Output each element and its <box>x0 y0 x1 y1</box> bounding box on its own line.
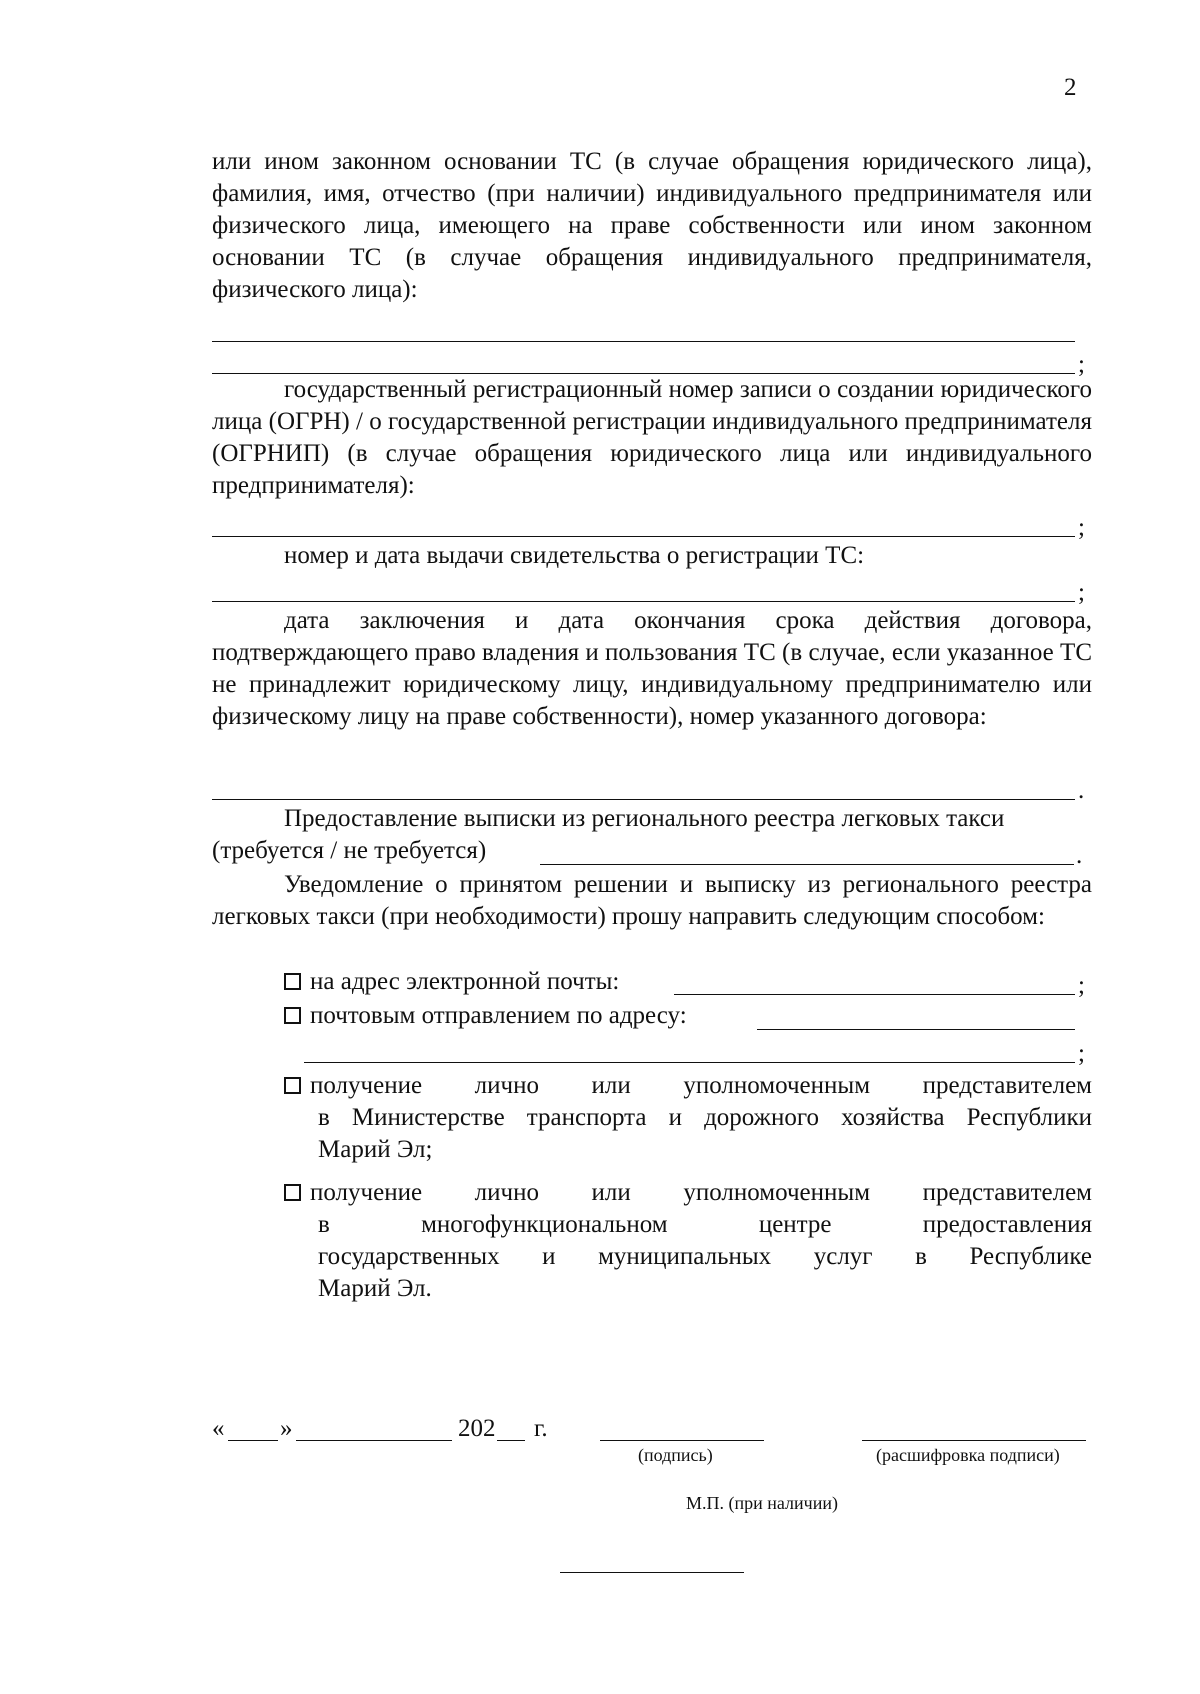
decryption-line[interactable] <box>862 1440 1086 1441</box>
owner-end-punct: ; <box>1078 351 1085 378</box>
signature-caption: (подпись) <box>638 1445 713 1465</box>
option-mfc-line-3: государственных и муниципальных услуг в Республике <box>318 1243 1092 1270</box>
option-ministry-line-2: в Министерстве транспорта и дорожного хозяйства Республики <box>318 1104 1092 1131</box>
option-mfc-line-2: в многофункциональном центре предоставления <box>318 1211 1092 1238</box>
owner-fill-line-1[interactable] <box>212 341 1075 342</box>
ogrn-paragraph: государственный регистрационный номер записи о создании юридического лица (ОГРН) / о государственной регистрации индивидуального предпринимателя (ОГРНИП) (в случае обращения юридического лица или индивидуального предпринимателя): <box>212 376 1092 499</box>
seal-note: М.П. (при наличии) <box>686 1493 838 1513</box>
date-quote-close: » <box>280 1415 293 1442</box>
contract-fill-line[interactable] <box>212 799 1075 800</box>
date-year-prefix: 202 <box>458 1415 496 1442</box>
option-mfc[interactable] <box>284 1177 1092 1305</box>
option-post[interactable] <box>284 1000 1092 1032</box>
certificate-paragraph: номер и дата выдачи свидетельства о регистрации ТС: <box>284 542 865 569</box>
email-end-punct: ; <box>1078 972 1085 999</box>
option-post-label: почтовым отправлением по адресу: <box>310 1002 687 1029</box>
date-month-line[interactable] <box>296 1440 452 1441</box>
ogrn-fill-line[interactable] <box>212 536 1075 537</box>
option-ministry-line-3: Марий Эл; <box>318 1136 433 1163</box>
option-mfc-line-4: Марий Эл. <box>318 1275 432 1302</box>
checkbox-email[interactable] <box>284 973 301 990</box>
option-email-label: на адрес электронной почты: <box>310 968 620 995</box>
extract-fill-line[interactable] <box>540 864 1074 865</box>
checkbox-mfc[interactable] <box>284 1184 301 1201</box>
checkbox-post[interactable] <box>284 1007 301 1024</box>
end-separator <box>560 1572 744 1573</box>
email-fill-line[interactable] <box>674 994 1075 995</box>
date-quote-open: « <box>212 1415 225 1442</box>
date-year-line[interactable] <box>497 1440 525 1441</box>
post-fill-line-2[interactable] <box>304 1062 1075 1063</box>
contract-end-punct: . <box>1078 777 1085 804</box>
ogrn-end-punct: ; <box>1078 514 1085 541</box>
post-fill-line-1[interactable] <box>757 1029 1075 1030</box>
option-ministry[interactable] <box>284 1070 1092 1166</box>
certificate-fill-line[interactable] <box>212 601 1075 602</box>
option-ministry-line-1: получение лично или уполномоченным представителем <box>310 1072 1092 1099</box>
date-day-line[interactable] <box>228 1440 278 1441</box>
date-year-suffix: г. <box>534 1415 548 1442</box>
extract-paragraph-line-1: Предоставление выписки из регионального реестра легковых такси <box>284 805 1005 832</box>
extract-end-punct: . <box>1076 842 1083 869</box>
certificate-end-punct: ; <box>1078 579 1085 606</box>
signature-line[interactable] <box>600 1440 764 1441</box>
owner-paragraph: или ином законном основании ТС (в случае обращения юридического лица), фамилия, имя, отчество (при наличии) индивидуального предпринимателя или физического лица, имеющего на праве собственности или ином законном основании ТС (в случае обращения индивидуального предпринимателя, физического лица): <box>212 148 1092 303</box>
decryption-caption: (расшифровка подписи) <box>876 1445 1060 1465</box>
extract-paragraph-line-2: (требуется / не требуется) <box>212 837 487 864</box>
page-number: 2 <box>1064 74 1077 101</box>
notification-paragraph: Уведомление о принятом решении и выписку из регионального реестра легковых такси (при необходимости) прошу направить следующим способом: <box>212 871 1092 930</box>
contract-paragraph: дата заключения и дата окончания срока действия договора, подтверждающего право владения и пользования ТС (в случае, если указанное ТС не принадлежит юридическому лицу, индивидуальному предпринимателю или физическому лицу на праве собственности), номер указанного договора: <box>212 607 1092 730</box>
option-mfc-line-1: получение лично или уполномоченным представителем <box>310 1179 1092 1206</box>
checkbox-ministry[interactable] <box>284 1077 301 1094</box>
post-end-punct: ; <box>1078 1040 1085 1067</box>
